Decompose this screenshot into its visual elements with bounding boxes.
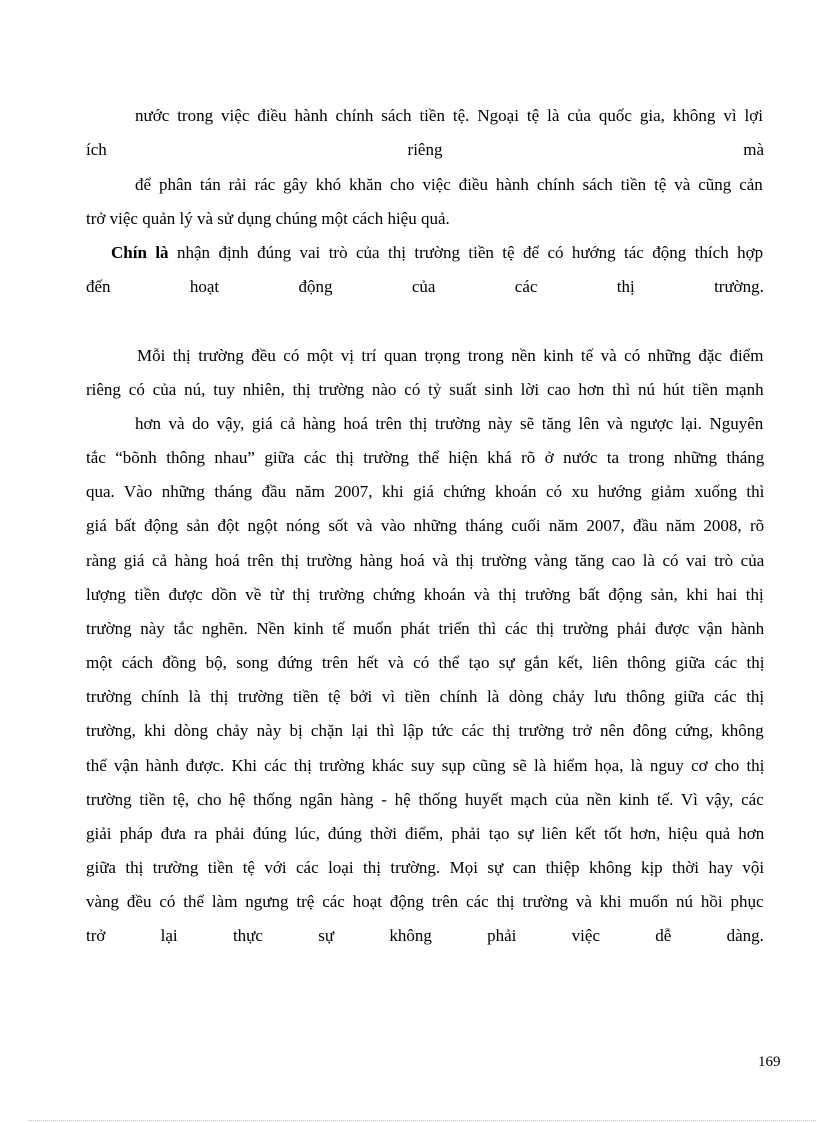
p3-line-14-text: trường tiền tệ, cho hệ thống ngân hàng - hệ thống huyết mạch của nền kinh tế. Vì vậy, các	[86, 790, 764, 809]
p3-line-9-text: trường này tắc nghẽn. Nền kinh tế muốn phát triển thì các thị trường phải được vận hành	[86, 619, 765, 638]
p1-line-1-text: nước trong việc điều hành chính sách tiền tệ. Ngoại tệ là của quốc gia, không vì lợi	[135, 106, 763, 125]
p1-line-3	[135, 175, 763, 195]
page-number: 169	[758, 1054, 781, 1070]
p3-word: lại	[160, 926, 178, 945]
p3-line-14	[86, 790, 764, 810]
p3-line-4	[86, 448, 764, 468]
p3-line-15	[86, 824, 764, 844]
p3-line-12	[86, 721, 764, 741]
p3-line-17-text: vàng đều có thể làm ngưng trệ các hoạt động trên các thị trường và khi muốn nú hồi phục	[86, 892, 764, 911]
p2-word: hoạt	[189, 277, 220, 296]
p3-line-18	[86, 926, 764, 946]
footer-dotted-rule	[28, 1120, 816, 1121]
p1-word: mà	[743, 140, 764, 159]
p3-word: dễ	[655, 926, 672, 945]
p3-word: thực	[232, 926, 263, 945]
p1-line-4	[86, 209, 450, 229]
p3-line-11-text: trường chính là thị trường tiền tệ bởi vì tiền chính là dòng chảy lưu thông giữa các thị	[86, 687, 765, 706]
p2-line-1-text: nhận định đúng vai trò của thị trường tiền tệ để có hướng tác động thích hợp	[168, 243, 764, 262]
p3-line-6-text: giá bất động sản đột ngột nóng sốt và vào những tháng cuối năm 2007, đầu năm 2008, rõ	[86, 516, 765, 535]
p1-line-4-text: trở việc quản lý và sử dụng chúng một cách hiệu quả.	[86, 209, 450, 228]
p3-line-7	[86, 551, 764, 571]
p1-word: ích	[86, 140, 107, 159]
p3-line-8-text: lượng tiền được dồn về từ thị trường chứng khoán và thị trường bất động sản, khi hai thị	[86, 585, 764, 604]
p2-word: thị	[616, 277, 635, 296]
p1-word: riêng	[407, 140, 443, 159]
p2-line-2	[86, 277, 764, 297]
p3-word: dàng.	[726, 926, 764, 945]
p3-line-1-text: Mỗi thị trường đều có một vị trí quan trọng trong nền kinh tế và có những đặc điểm	[137, 346, 764, 365]
p3-line-13-text: thể vận hành được. Khi các thị trường khác suy sụp cũng sẽ là hiểm họa, là nguy cơ cho thị	[86, 756, 765, 775]
p3-line-11	[86, 687, 764, 707]
p2-line-1	[111, 243, 763, 263]
p3-line-10-text: một cách đồng bộ, song đứng trên hết và có thể tạo sự gắn kết, liên thông giữa các thị	[86, 653, 765, 672]
p2-word: các	[514, 277, 538, 296]
p3-line-4-text: tắc “bõnh thông nhau” giữa các thị trường thể hiện khá rõ ở nước ta trong những tháng	[86, 448, 765, 467]
p3-line-5	[86, 482, 764, 502]
p3-line-16	[86, 858, 764, 878]
p3-line-3	[135, 414, 763, 434]
p2-word: đến	[86, 277, 111, 296]
p3-line-12-text: trường, khi dòng chảy này bị chặn lại thì lập tức các thị trường trở nên đông cứng, không	[86, 721, 764, 740]
p3-line-8	[86, 585, 764, 605]
p3-line-3-text: hơn và do vậy, giá cả hàng hoá trên thị trường này sẽ tăng lên và ngược lại. Nguyên	[135, 414, 764, 433]
p1-line-3-text: để phân tán rải rác gây khó khăn cho việc điều hành chính sách tiền tệ và cũng cản	[135, 175, 763, 194]
p3-line-9	[86, 619, 764, 639]
p3-word: phải	[487, 926, 517, 945]
p2-word: trường.	[714, 277, 764, 296]
p2-bold-lead: Chín là	[111, 243, 169, 262]
p3-line-6	[86, 516, 764, 536]
p3-line-2-text: riêng có của nú, tuy nhiên, thị trường nào có tỷ suất sinh lời cao hơn thì nú hút tiền mạnh	[86, 380, 764, 399]
p3-line-16-text: giữa thị trường tiền tệ với các loại thị trường. Mọi sự can thiệp không kịp thời hay vội	[86, 858, 765, 877]
p3-line-13	[86, 756, 764, 776]
p3-line-17	[86, 892, 764, 912]
p3-line-5-text: qua. Vào những tháng đầu năm 2007, khi giá chứng khoán có xu hướng giảm xuống thì	[86, 482, 765, 501]
p3-word: không	[389, 926, 432, 945]
p3-line-10	[86, 653, 764, 673]
p3-line-1	[137, 346, 763, 366]
p2-word: của	[411, 277, 436, 296]
p3-word: trở	[86, 926, 106, 945]
p3-word: sự	[318, 926, 335, 945]
p3-line-2	[86, 380, 764, 400]
p3-line-7-text: ràng giá cả hàng hoá trên thị trường hàng hoá và thị trường vàng tăng cao là có vai trò của	[86, 551, 765, 570]
p3-line-15-text: giải pháp đưa ra phải đúng lúc, đúng thời điểm, phải tạo sự liên kết tốt hơn, hiệu quả hơn	[86, 824, 765, 843]
p2-word: động	[298, 277, 333, 296]
p3-word: việc	[571, 926, 600, 945]
p1-line-1	[135, 106, 763, 126]
p1-line-2	[86, 140, 764, 160]
